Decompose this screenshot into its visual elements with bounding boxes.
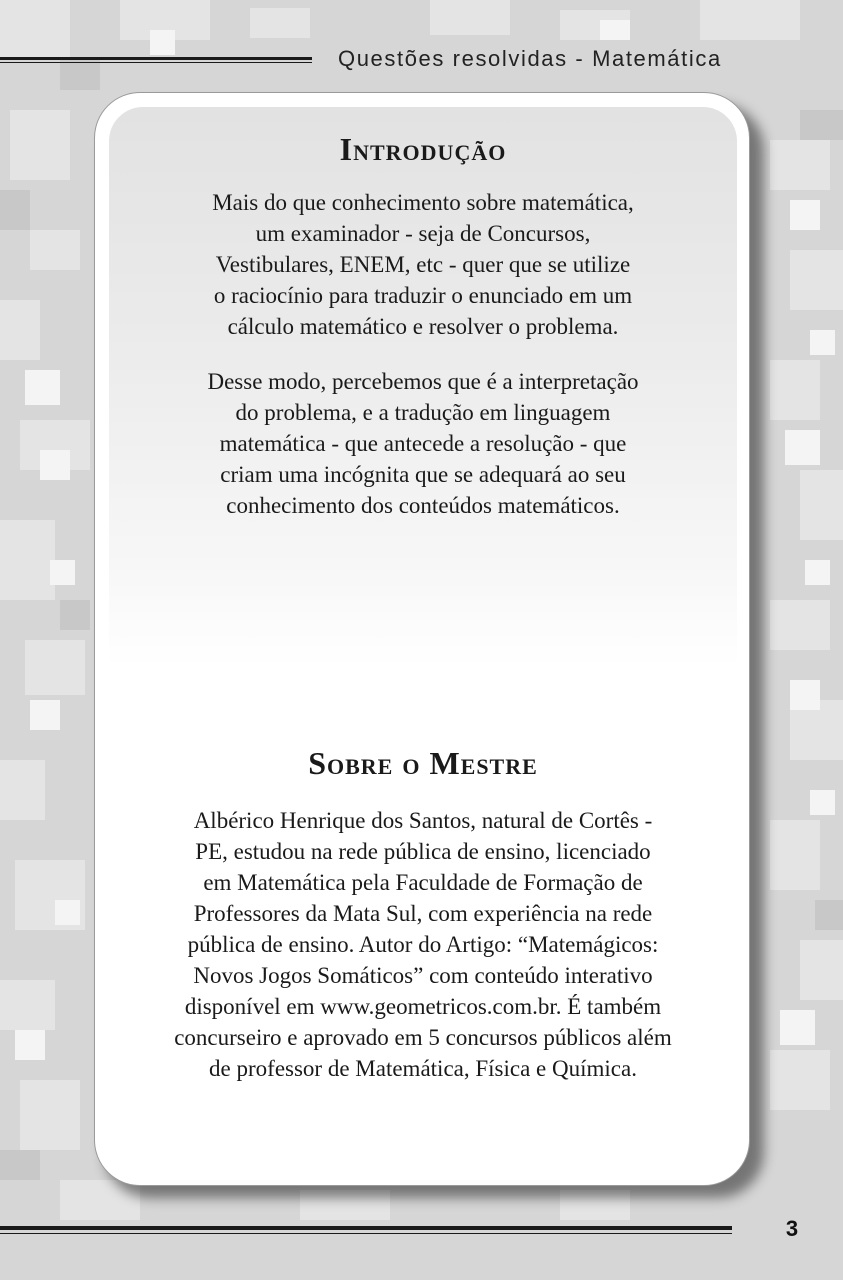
text-line: Desse modo, percebemos que é a interpretação: [207, 369, 639, 394]
text-line: Mais do que conhecimento sobre matemática,: [212, 190, 634, 215]
text-line: conhecimento dos conteúdos matemáticos.: [226, 493, 620, 518]
text-line: do problema, e a tradução em linguagem: [235, 400, 611, 425]
intro-heading: Introdução: [339, 131, 507, 167]
text-line: Professores da Mata Sul, com experiência na rede: [193, 901, 653, 926]
text-line: pública de ensino. Autor do Artigo: “Matemágicos:: [187, 932, 659, 957]
intro-paragraph-2: [95, 366, 750, 521]
footer-rule-thick: [0, 1226, 732, 1230]
header-rule-thin: [0, 62, 312, 63]
text-line: concurseiro e aprovado em 5 concursos públicos além: [174, 1025, 672, 1050]
about-paragraph: [95, 805, 750, 1084]
text-line: Vestibulares, ENEM, etc - quer que se utilize: [215, 252, 631, 277]
footer-rule-thin: [0, 1233, 732, 1234]
header-rule-thick: [0, 57, 312, 60]
about-section: [95, 743, 750, 1084]
content-card: [94, 92, 750, 1186]
text-line: cálculo matemático e resolver o problema.: [227, 314, 619, 339]
page-footer: [0, 1218, 843, 1248]
text-line: criam uma incógnita que se adequará ao seu: [220, 462, 626, 487]
about-heading: Sobre o Mestre: [308, 745, 538, 781]
text-line: o raciocínio para traduzir o enunciado em um: [213, 283, 633, 308]
text-line: Novos Jogos Somáticos” com conteúdo interativo: [193, 963, 653, 988]
page-header: [0, 44, 843, 78]
text-line: em Matemática pela Faculdade de Formação de: [203, 870, 643, 895]
intro-section: [95, 129, 750, 521]
page-number: 3: [785, 1216, 799, 1241]
text-line: disponível em www.geometricos.com.br. É também: [184, 994, 662, 1019]
text-line: Albérico Henrique dos Santos, natural de Cortês -: [193, 808, 653, 833]
intro-paragraph-1: [95, 187, 750, 342]
text-line: um examinador - seja de Concursos,: [255, 221, 591, 246]
text-line: de professor de Matemática, Física e Química.: [209, 1056, 637, 1081]
header-title: Questões resolvidas - Matemática: [338, 46, 722, 71]
text-line: matemática - que antecede a resolução - que: [219, 431, 627, 456]
text-line: PE, estudou na rede pública de ensino, licenciado: [195, 839, 651, 864]
